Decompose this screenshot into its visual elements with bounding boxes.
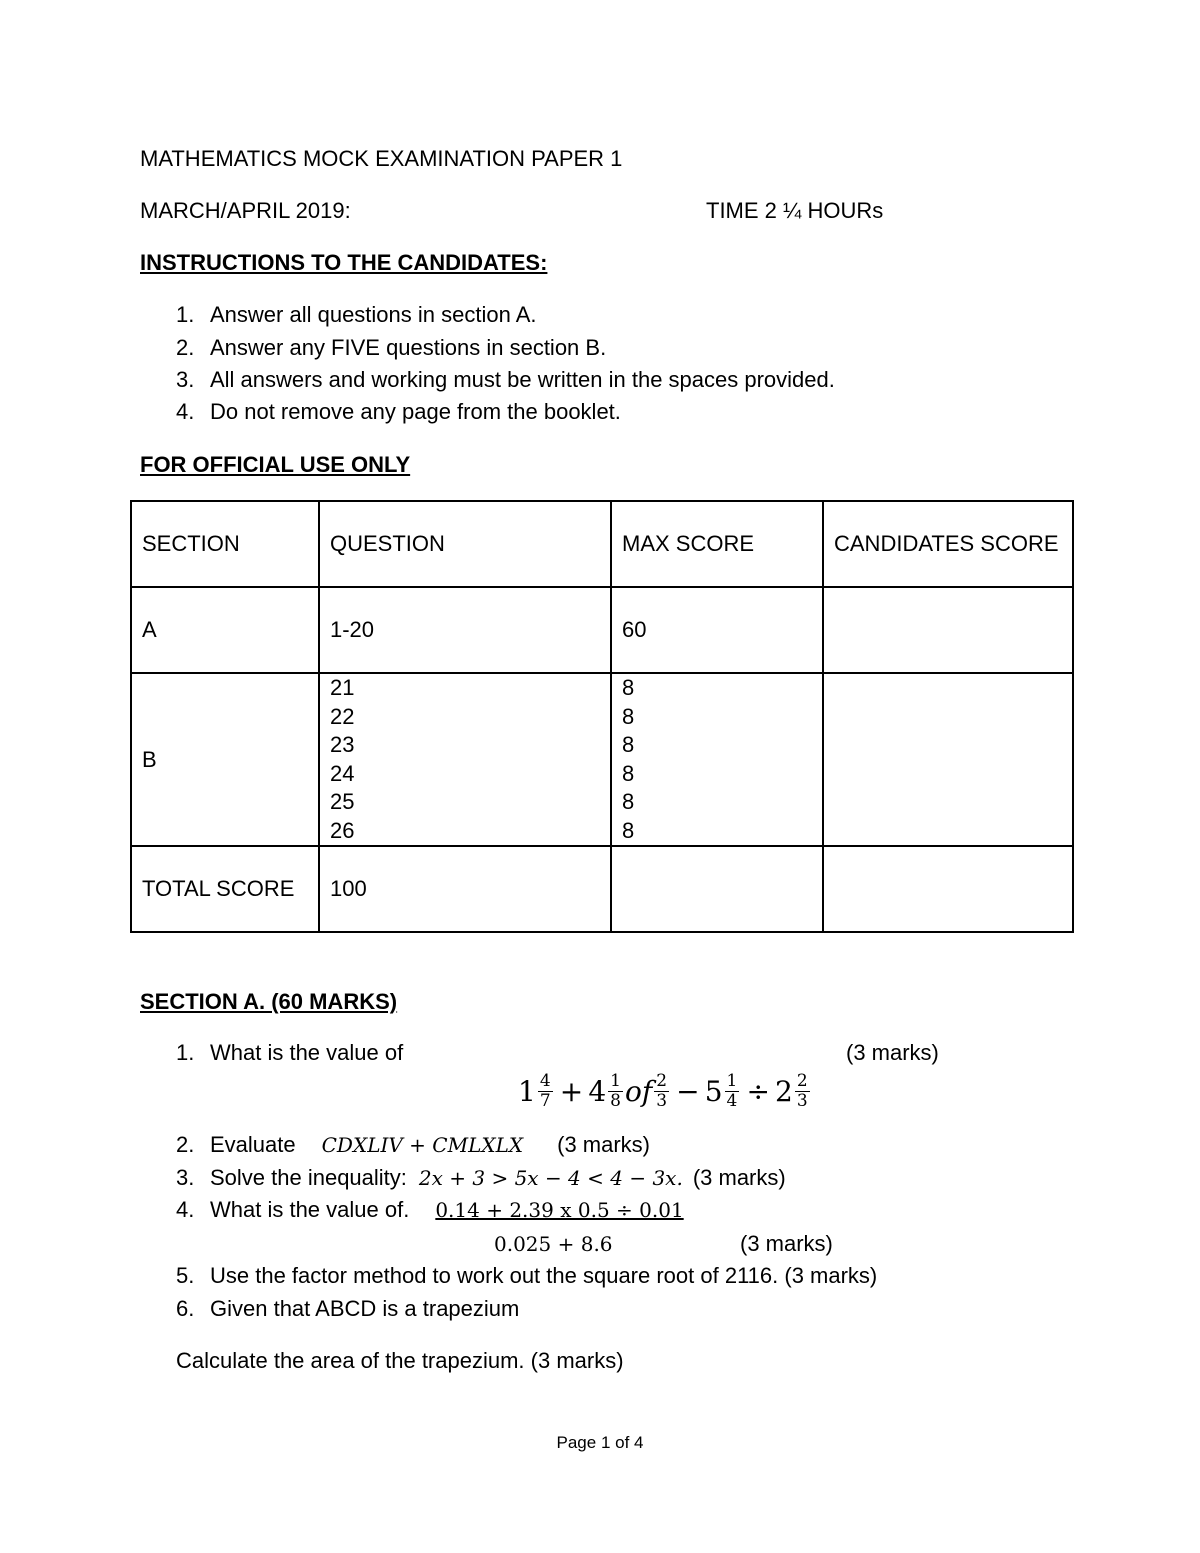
col-header-question: QUESTION [319, 501, 611, 587]
question-3: 3. Solve the inequality: 2x + 3 > 5x − 4 < 4 − 3x. (3 marks) [176, 1165, 786, 1190]
question-1-expression: 1 $\frac{4}{7}$ + 4 $\frac{1}{8}$ of $\frac{2}{3}$ − 5 $\frac{1}{4}$ ÷ 2 $\frac{2}{3}$ [518, 1071, 808, 1111]
row-b-section: B [131, 673, 319, 846]
question-6-followup: Calculate the area of the trapezium. (3 marks) [176, 1348, 624, 1373]
row-a-max: 60 [611, 587, 823, 673]
instructions-heading: INSTRUCTIONS TO THE CANDIDATES: [140, 250, 548, 275]
question-5: 5. Use the factor method to work out the square root of 2116. (3 marks) [176, 1263, 878, 1288]
total-score-value: 100 [319, 846, 611, 932]
row-b-candidate-score[interactable] [823, 673, 1073, 846]
question-1-marks: (3 marks) [846, 1040, 939, 1065]
question-4-marks: (3 marks) [740, 1231, 833, 1256]
instruction-item: 4. Do not remove any page from the booklet. [176, 399, 621, 424]
exam-date: MARCH/APRIL 2019: [140, 198, 351, 223]
instruction-item: 3. All answers and working must be written in the spaces provided. [176, 367, 835, 392]
exam-duration: TIME 2 ¼ HOURs [706, 198, 884, 223]
score-table [130, 500, 1074, 933]
row-b-max-scores: 8 8 8 8 8 8 [611, 673, 823, 846]
official-use-heading: FOR OFFICIAL USE ONLY [140, 452, 411, 477]
question-4-denominator: 0.025 + 8.6 [494, 1232, 613, 1256]
question-1: 1. What is the value of [176, 1040, 404, 1065]
instruction-item: 1. Answer all questions in section A. [176, 302, 537, 327]
row-b-questions: 21 22 23 24 25 26 [319, 673, 611, 846]
col-header-max-score: MAX SCORE [611, 501, 823, 587]
exam-title: MATHEMATICS MOCK EXAMINATION PAPER 1 [140, 146, 623, 171]
row-a-candidate-score[interactable] [823, 587, 1073, 673]
question-4: 4. What is the value of. 0.14 + 2.39 x 0.5 ÷ 0.01 [176, 1197, 684, 1222]
instruction-item: 2. Answer any FIVE questions in section B. [176, 335, 607, 360]
total-candidate-score[interactable] [823, 846, 1073, 932]
row-a-question: 1-20 [319, 587, 611, 673]
page-number: Page 1 of 4 [556, 1433, 644, 1452]
section-a-heading: SECTION A. (60 MARKS) [140, 989, 398, 1014]
col-header-section: SECTION [131, 501, 319, 587]
question-2: 2. Evaluate CDXLIV + CMLXLX (3 marks) [176, 1132, 651, 1157]
row-a-section: A [131, 587, 319, 673]
col-header-candidates-score: CANDIDATES SCORE [823, 501, 1073, 587]
question-6: 6. Given that ABCD is a trapezium [176, 1296, 520, 1321]
total-max-empty [611, 846, 823, 932]
total-score-label: TOTAL SCORE [131, 846, 319, 932]
